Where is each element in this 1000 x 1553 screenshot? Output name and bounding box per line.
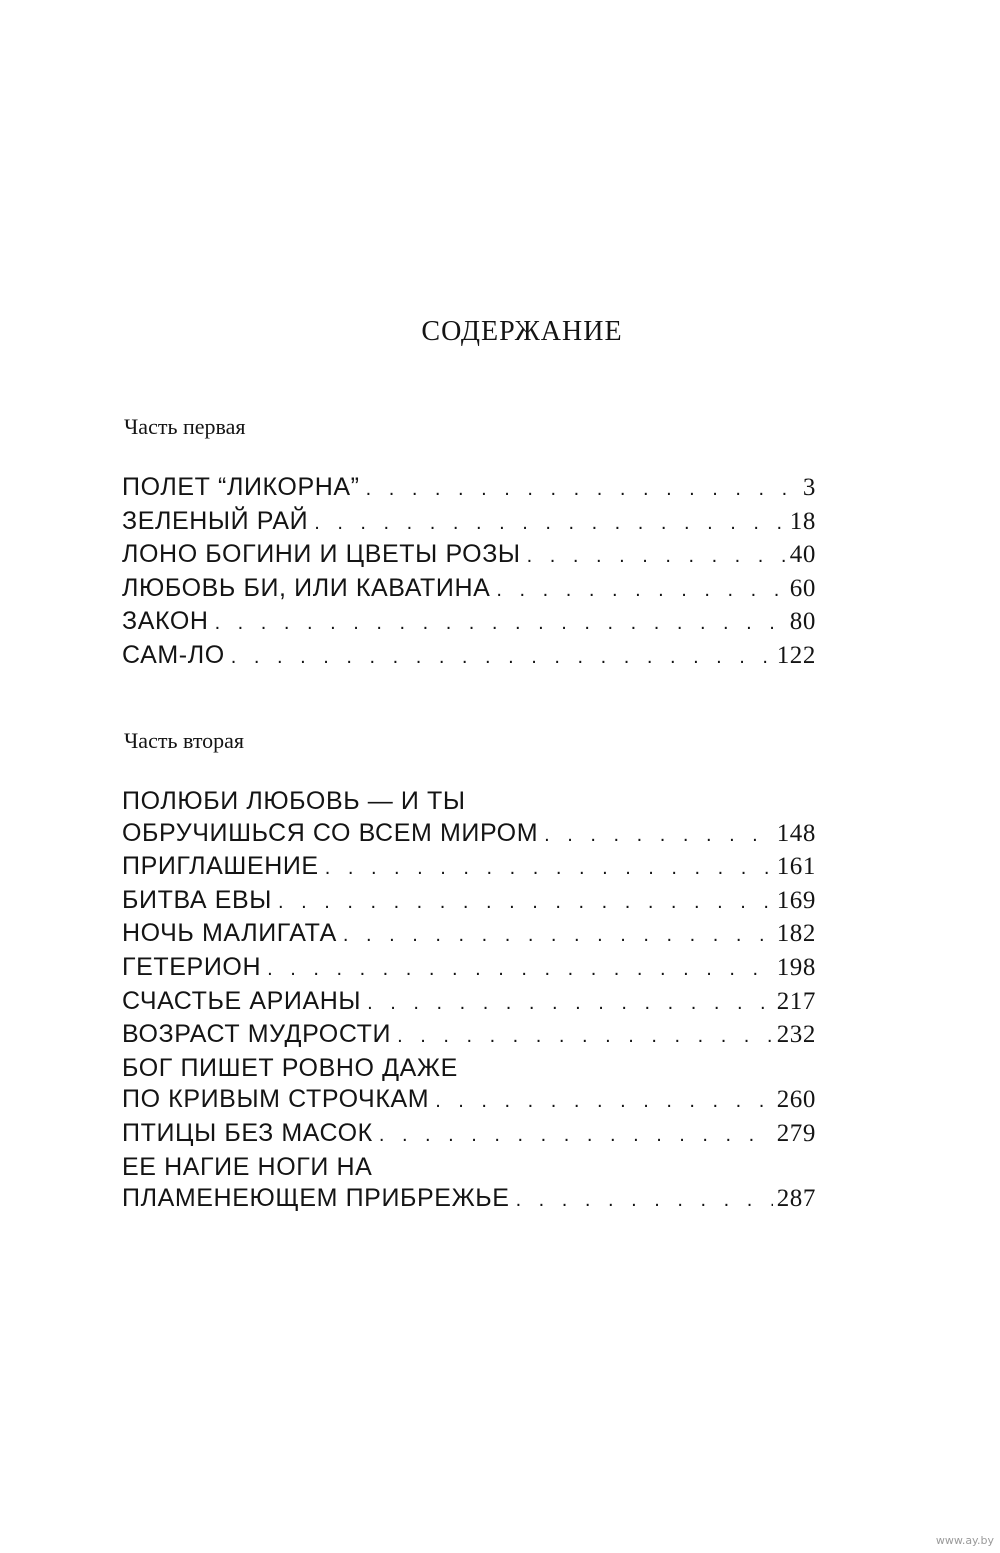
toc-entry: [122, 952, 816, 986]
toc-entry-title-line: ПОЛЮБИ ЛЮБОВЬ — И ТЫ: [122, 787, 466, 815]
toc-entry: [122, 539, 816, 573]
toc-entry-title: ПОЛЕТ “ЛИКОРНА”: [122, 473, 360, 501]
toc-entry: [122, 986, 816, 1020]
toc-entry: [122, 472, 816, 506]
toc-entry: [122, 1152, 816, 1217]
dot-leader: [496, 575, 785, 607]
toc-entry: [122, 1118, 816, 1152]
toc-entry-page-number: 217: [776, 987, 816, 1015]
toc-entry: [122, 851, 816, 885]
watermark: www.ay.by: [935, 1534, 994, 1547]
toc-entry-line: [122, 506, 816, 540]
toc-entry-page-number: 169: [776, 886, 816, 914]
toc-entry-title: ЗЕЛЕНЫЙ РАЙ: [122, 506, 309, 535]
toc-entry-title-line: ЕЕ НАГИЕ НОГИ НА: [122, 1152, 373, 1181]
toc-entry-page-number: 232: [776, 1021, 816, 1049]
toc-entry-line: [122, 952, 816, 986]
toc-entry-title: СЧАСТЬЕ АРИАНЫ: [122, 986, 362, 1015]
toc-entry-line: [122, 640, 816, 674]
toc-entry: [122, 1053, 816, 1118]
toc-entry-page-number: 182: [776, 920, 816, 948]
toc-entry-page-number: 60: [789, 574, 816, 602]
toc-entry: [122, 640, 816, 674]
dot-leader: [435, 1086, 773, 1118]
dot-leader: [367, 988, 773, 1020]
toc-entry-line: [122, 818, 816, 852]
toc-entry: [122, 1019, 816, 1053]
toc-entry: [122, 606, 816, 640]
toc-entry-title: ПО КРИВЫМ СТРОЧКАМ: [122, 1085, 430, 1114]
dot-leader: [343, 920, 773, 952]
toc-entry-line: [122, 986, 816, 1020]
toc-entry-line: [122, 885, 816, 919]
toc-entry: [122, 506, 816, 540]
toc-entry-page-number: 279: [776, 1119, 816, 1147]
toc-list-part-two: [122, 786, 816, 1217]
toc-entry-line: [122, 573, 816, 607]
toc-entry-page-number: 122: [776, 641, 816, 669]
toc-entry-line: [122, 851, 816, 885]
dot-leader: [231, 642, 773, 674]
toc-entry-title: ПЛАМЕНЕЮЩЕМ ПРИБРЕЖЬЕ: [122, 1184, 510, 1213]
toc-entry-page-number: 18: [789, 507, 816, 535]
toc-entry-line: [122, 539, 816, 573]
toc-entry: [122, 885, 816, 919]
toc-entry-line: [122, 1118, 816, 1152]
part-heading-first: Часть первая: [124, 414, 246, 439]
toc-entry-title: ВОЗРАСТ МУДРОСТИ: [122, 1020, 392, 1049]
toc-entry-page-number: 198: [776, 953, 816, 981]
toc-entry-line: [122, 1183, 816, 1217]
toc-entry-title: САМ-ЛО: [122, 640, 225, 669]
toc-entry-page-number: 287: [776, 1185, 816, 1213]
dot-leader: [215, 608, 786, 640]
dot-leader: [325, 853, 773, 885]
toc-entry-title: ОБРУЧИШЬСЯ СО ВСЕМ МИРОМ: [122, 818, 539, 847]
toc-list-part-one: [122, 472, 816, 674]
toc-entry-page-number: 80: [789, 608, 816, 636]
dot-leader: [527, 541, 786, 573]
toc-entry-title: ПТИЦЫ БЕЗ МАСОК: [122, 1118, 373, 1147]
toc-entry-line: [122, 1019, 816, 1053]
toc-entry-line: [122, 606, 816, 640]
toc-entry-page-number: 3: [802, 474, 816, 501]
toc-entry-page-number: 40: [789, 541, 816, 569]
toc-entry-page-number: 148: [776, 819, 816, 847]
dot-leader: [366, 474, 799, 506]
toc-entry-title: ГЕТЕРИОН: [122, 952, 262, 981]
toc-entry-title: НОЧЬ МАЛИГАТА: [122, 919, 337, 948]
toc-entry: [122, 786, 816, 851]
dot-leader: [267, 954, 773, 986]
dot-leader: [544, 820, 773, 852]
dot-leader: [314, 508, 786, 540]
toc-entry: [122, 918, 816, 952]
toc-entry-line: [122, 1084, 816, 1118]
toc-entry-page-number: 161: [776, 853, 816, 881]
dot-leader: [379, 1120, 773, 1152]
toc-entry-title: ЛОНО БОГИНИ И ЦВЕТЫ РОЗЫ: [122, 540, 521, 569]
dot-leader: [516, 1185, 773, 1217]
dot-leader: [397, 1021, 773, 1053]
part-heading-second: Часть вторая: [124, 728, 245, 753]
toc-entry-title: БИТВА ЕВЫ: [122, 885, 272, 914]
toc-entry-line: [122, 918, 816, 952]
toc-entry-page-number: 260: [776, 1086, 816, 1114]
dot-leader: [278, 887, 773, 919]
toc-entry-line: [122, 472, 816, 506]
page-title: СОДЕРЖАНИЕ: [421, 316, 623, 347]
toc-entry-title: ПРИГЛАШЕНИЕ: [122, 852, 319, 881]
toc-entry: [122, 573, 816, 607]
toc-entry-title: ЗАКОН: [122, 607, 209, 636]
toc-entry-title-line: БОГ ПИШЕТ РОВНО ДАЖЕ: [122, 1053, 458, 1082]
toc-entry-title: ЛЮБОВЬ БИ, ИЛИ КАВАТИНА: [122, 573, 491, 602]
